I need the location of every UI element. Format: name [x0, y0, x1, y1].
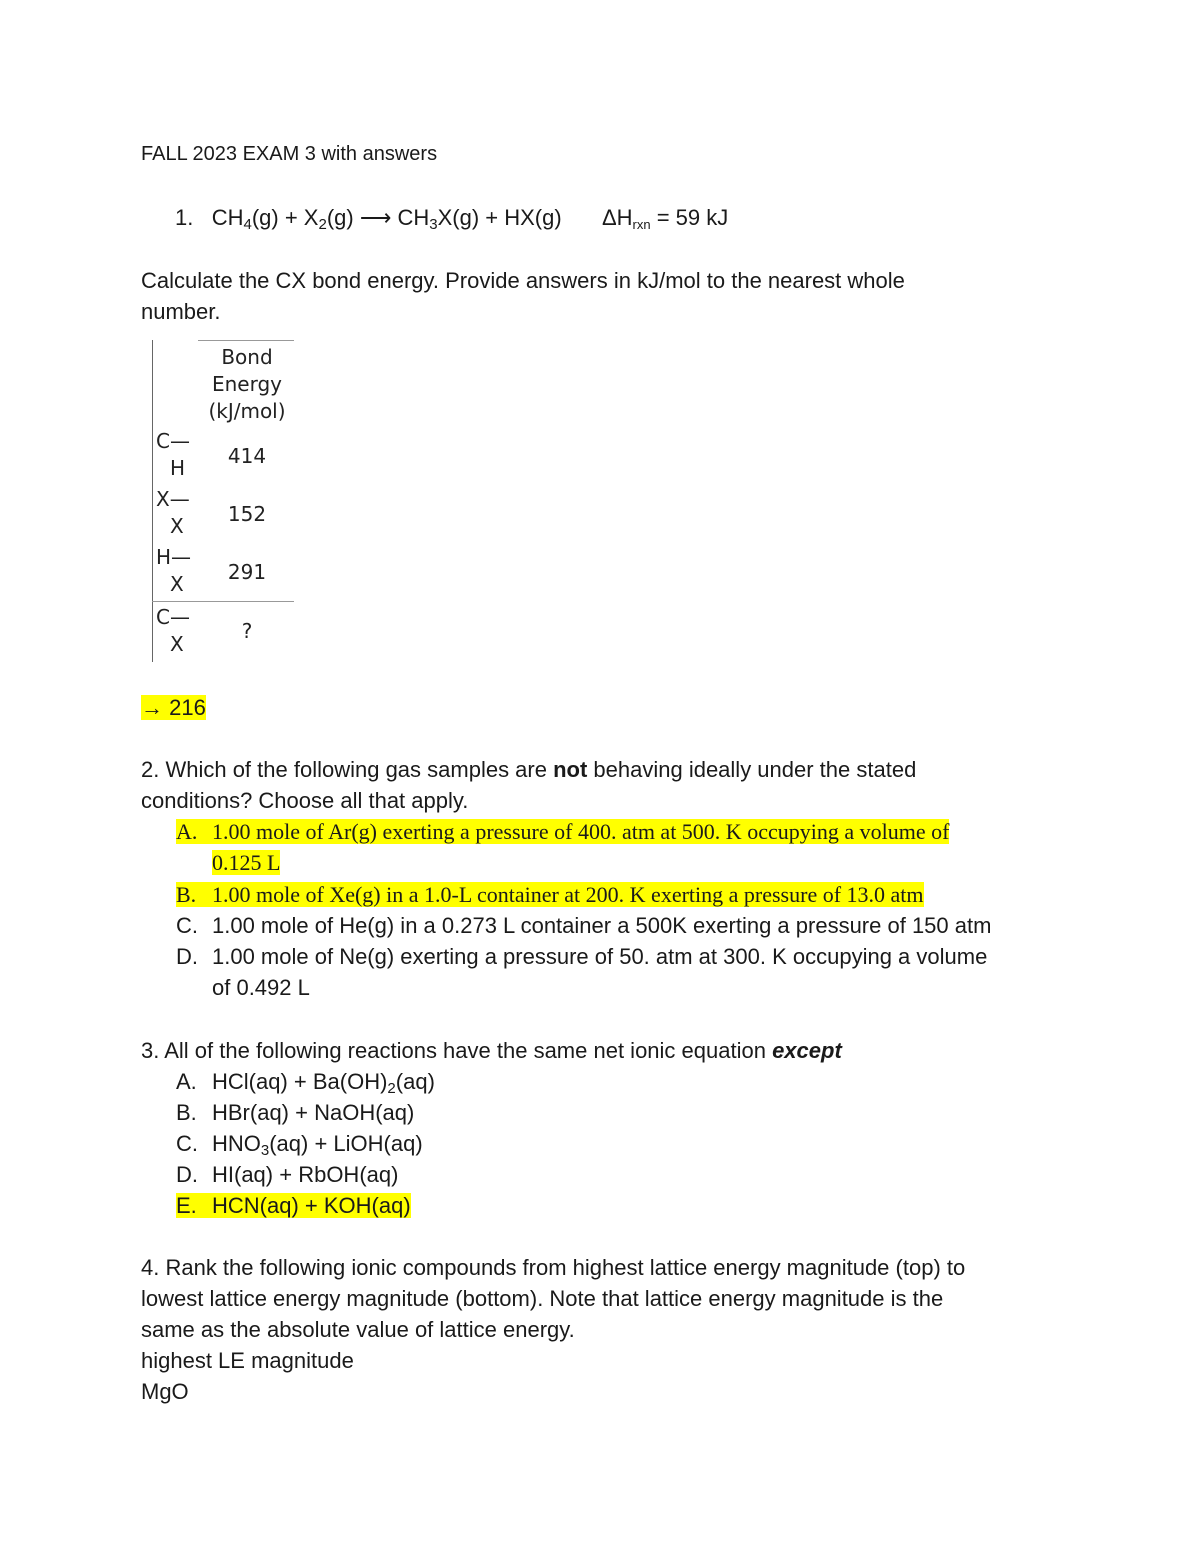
table-top-rule [198, 340, 294, 341]
q1-equation: 1. $CH_4(g) + X_2(g)$ ⟶ $CH_3X(g) + HX(g) \Delta H_{rxn} = 59$ kJ [175, 205, 729, 233]
q3-option-a: A. $HCl(aq) + Ba(OH)_2(aq)$ [176, 1069, 435, 1097]
q2-stem-line2: conditions? Choose all that apply. [141, 788, 469, 813]
q4-item-mgo: MgO [141, 1379, 189, 1404]
q1-prompt-line1: Calculate the CX bond energy. Provide answers in kJ/mol to the nearest whole [141, 268, 905, 293]
q2-option-d-cont: of 0.492 L [212, 975, 310, 1000]
q3-option-d: D. HI(aq) + RbOH(aq) [176, 1162, 399, 1187]
table-row-value: 414 [227, 444, 267, 468]
table-row-bond: C— X [156, 605, 190, 656]
q3-option-c: C. $HNO_3(aq)$ + LiOH(aq) [176, 1131, 423, 1159]
table-row-bond: X— X [156, 487, 190, 538]
table-row-value: 152 [227, 502, 267, 526]
q4-stem-line1: 4. Rank the following ionic compounds from highest lattice energy magnitude (top) to [141, 1255, 966, 1280]
q1-prompt-line2: number. [141, 299, 221, 324]
q2-option-a-cont: 0.125 L [212, 850, 281, 875]
table-row-bond: C— H [156, 429, 190, 480]
table-row-bond: H— X [156, 545, 192, 596]
q4-highest-label: highest LE magnitude [141, 1348, 354, 1373]
q4-stem-line3: same as the absolute value of lattice energy. [141, 1317, 575, 1342]
table-divider-rule [152, 601, 294, 602]
q2-stem-line1: 2. Which of the following gas samples are not behaving ideally under the stated [141, 757, 917, 782]
q1-number: 1. [175, 205, 194, 230]
q3-option-b: B. HBr(aq) + NaOH(aq) [176, 1100, 415, 1125]
table-row-value: 291 [227, 560, 267, 584]
table-header: Bond Energy (kJ/mol) [208, 345, 286, 423]
delta-h: ΔH [601, 205, 633, 230]
q2-option-d: D. 1.00 mole of Ne(g) exerting a pressure of 50. atm at 300. K occupying a volume [176, 944, 988, 969]
q3-option-e: E. HCN(aq) + KOH(aq) [176, 1193, 411, 1218]
q1-answer: → 216 [141, 695, 206, 720]
q2-option-b: B. 1.00 mole of Xe(g) in a 1.0-L container at 200. K exerting a pressure of 13.0 atm [176, 882, 924, 907]
q2-option-c: C. 1.00 mole of He(g) in a 0.273 L container a 500K exerting a pressure of 150 atm [176, 913, 992, 938]
table-left-border [152, 340, 153, 662]
page-title: FALL 2023 EXAM 3 with answers [141, 143, 438, 165]
q2-option-a: A. 1.00 mole of Ar(g) exerting a pressure of 400. atm at 500. K occupying a volume of [176, 819, 950, 844]
bond-energy-table [152, 340, 294, 662]
q4-stem-line2: lowest lattice energy magnitude (bottom). Note that lattice energy magnitude is the [141, 1286, 944, 1311]
q3-stem: 3. All of the following reactions have the same net ionic equation except [141, 1038, 842, 1063]
table-row-value: ? [241, 619, 253, 643]
